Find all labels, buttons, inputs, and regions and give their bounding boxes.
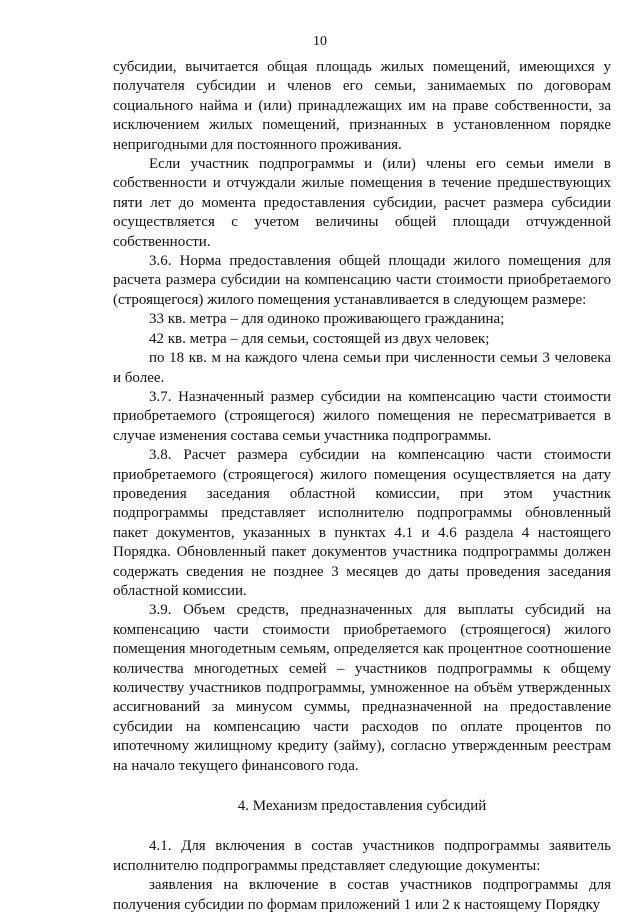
paragraph-continuation: субсидии, вычитается общая площадь жилых помещений, имеющихся у получателя субсидии и членов его семьи, занимаемых по договорам социального найма и (или) принадлежащих им на праве собственности, за исключением жилых помещений, признанных в установленном порядке непригодными для постоянного проживания. — [113, 59, 611, 153]
paragraph-3-7: 3.7. Назначенный размер субсидии на компенсацию части стоимости приобретаемого (строящегося) жилого помещения не пересматривается в случае изменения состава семьи участника подпрограммы. — [113, 388, 611, 444]
paragraph-norm-two: 42 кв. метра – для семьи, состоящей из двух человек; — [149, 330, 490, 347]
paragraph-alienated-property: Если участник подпрограммы и (или) члены его семьи имели в собственности и отчуждали жилые помещения в течение предшествующих пяти лет до момента предоставления субсидии, расчет размера субсидии осуществляется с учетом величины общей площади отчужденной собственности. — [113, 156, 611, 250]
paragraph-3-8: 3.8. Расчет размера субсидии на компенсацию части стоимости приобретаемого (строящегося) жилого помещения осуществляется на дату проведения заседания областной комиссии, при этом участник подпрограммы представляет исполнителю подпрограммы обновленный пакет документов, указанных в пунктах 4.1 и 4.6 раздела 4 настоящего Порядка. Обновленный пакет документов участника подпрограммы должен содержать сведения не позднее 3 месяцев до даты проведения заседания областной комиссии. — [113, 447, 611, 599]
paragraph-norm-three-plus: по 18 кв. м на каждого члена семьи при численности семьи 3 человека и более. — [113, 350, 611, 386]
paragraph-4-1: 4.1. Для включения в состав участников подпрограммы заявитель исполнителю подпрограммы представляет следующие документы: — [113, 838, 611, 874]
paragraph-applications: заявления на включение в состав участников подпрограммы для получения субсидии по формам приложений 1 или 2 к настоящему Порядку — [113, 877, 611, 913]
page-number: 10 — [313, 34, 327, 49]
paragraph-3-6: 3.6. Норма предоставления общей площади жилого помещения для расчета размера субсидии на компенсацию части стоимости приобретаемого (строящегося) жилого помещения устанавливается в следующем размере: — [113, 253, 611, 308]
section-heading: 4. Механизм предоставления субсидий — [237, 798, 487, 815]
paragraph-norm-single: 33 кв. метра – для одиноко проживающего гражданина; — [149, 311, 505, 328]
paragraph-3-9: 3.9. Объем средств, предназначенных для выплаты субсидий на компенсацию части стоимости приобретаемого (строящегося) жилого помещения многодетным семьям, определяется как процентное соотношение количества многодетных семей – участников подпрограммы к общему количеству участников подпрограммы, умноженное на объём утвержденных ассигнований за минусом суммы, предназначенной на предоставление субсидии на компенсацию части расходов по оплате процентов по ипотечному жилищному кредиту (займу), согласно утвержденным реестрам на начало текущего финансового года. — [113, 602, 611, 774]
document-body — [113, 58, 611, 915]
